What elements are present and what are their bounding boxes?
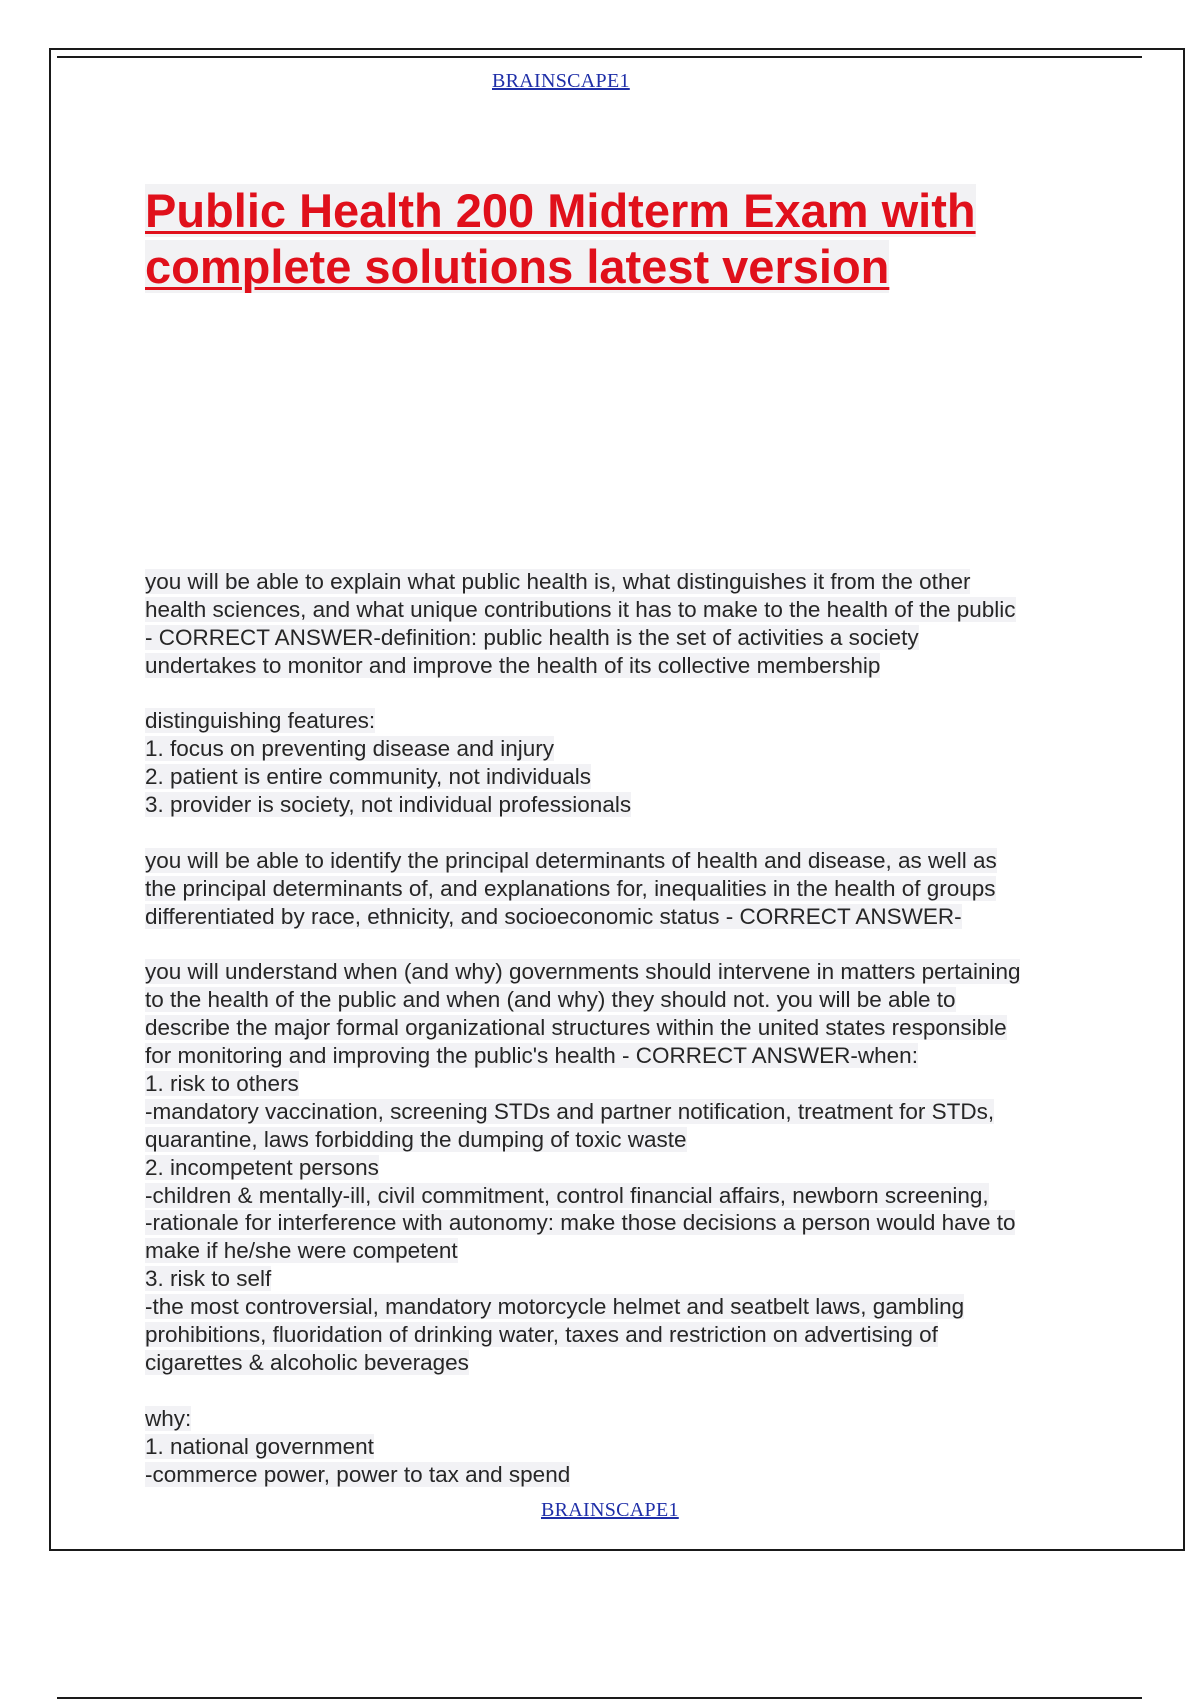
title-line-2: complete solutions latest version [145, 240, 890, 293]
body-line: quarantine, laws forbidding the dumping of toxic waste [145, 1126, 687, 1152]
body-line: 1. risk to others [145, 1071, 299, 1097]
paragraph-gap [145, 1377, 1095, 1405]
body-line: -commerce power, power to tax and spend [145, 1461, 571, 1487]
body-line: - CORRECT ANSWER-definition: public health is the set of activities a society [145, 624, 919, 650]
body-line: -the most controversial, mandatory motorcycle helmet and seatbelt laws, gambling [145, 1294, 965, 1320]
body-line: differentiated by race, ethnicity, and socioeconomic status - CORRECT ANSWER- [145, 903, 962, 929]
body-line: 2. incompetent persons [145, 1154, 379, 1180]
body-line: 1. national government [145, 1433, 374, 1459]
body-line: distinguishing features: [145, 708, 376, 734]
body-line: prohibitions, fluoridation of drinking water, taxes and restriction on advertising of [145, 1322, 938, 1348]
body-line: 1. focus on preventing disease and injury [145, 736, 555, 762]
paragraph-gap [145, 931, 1095, 959]
document-title [145, 183, 1025, 295]
document-body [145, 568, 1095, 1488]
body-line: for monitoring and improving the public's health - CORRECT ANSWER-when: [145, 1043, 918, 1069]
body-line: the principal determinants of, and explanations for, inequalities in the health of groups [145, 875, 996, 901]
body-line: 3. provider is society, not individual professionals [145, 792, 632, 818]
body-line: describe the major formal organizational structures within the united states responsible [145, 1015, 1007, 1041]
body-line: you will be able to identify the principal determinants of health and disease, as well as [145, 847, 997, 873]
body-line: -mandatory vaccination, screening STDs and partner notification, treatment for STDs, [145, 1098, 995, 1124]
paragraph-gap [145, 819, 1095, 847]
title-line-1: Public Health 200 Midterm Exam with [145, 184, 976, 237]
body-line: 3. risk to self [145, 1266, 272, 1292]
body-line: you will understand when (and why) governments should intervene in matters pertaining [145, 959, 1021, 985]
body-line: undertakes to monitor and improve the health of its collective membership [145, 652, 881, 678]
footer-watermark-link[interactable]: BRAINSCAPE1 [541, 1499, 679, 1521]
paragraph-gap [145, 680, 1095, 708]
bottom-rule [57, 1697, 1142, 1699]
body-line: to the health of the public and when (and why) they should not. you will be able to [145, 987, 956, 1013]
body-line: health sciences, and what unique contributions it has to make to the health of the public [145, 596, 1016, 622]
top-rule [57, 56, 1142, 58]
body-line: 2. patient is entire community, not individuals [145, 764, 592, 790]
body-line: make if he/she were competent [145, 1238, 458, 1264]
body-line: cigarettes & alcoholic beverages [145, 1349, 469, 1375]
body-line: why: [145, 1405, 192, 1431]
body-line: -children & mentally-ill, civil commitment, control financial affairs, newborn screening, [145, 1182, 989, 1208]
body-line: -rationale for interference with autonomy: make those decisions a person would have to [145, 1210, 1016, 1236]
header-watermark-link[interactable]: BRAINSCAPE1 [492, 70, 630, 92]
body-line: you will be able to explain what public health is, what distinguishes it from the other [145, 569, 971, 594]
